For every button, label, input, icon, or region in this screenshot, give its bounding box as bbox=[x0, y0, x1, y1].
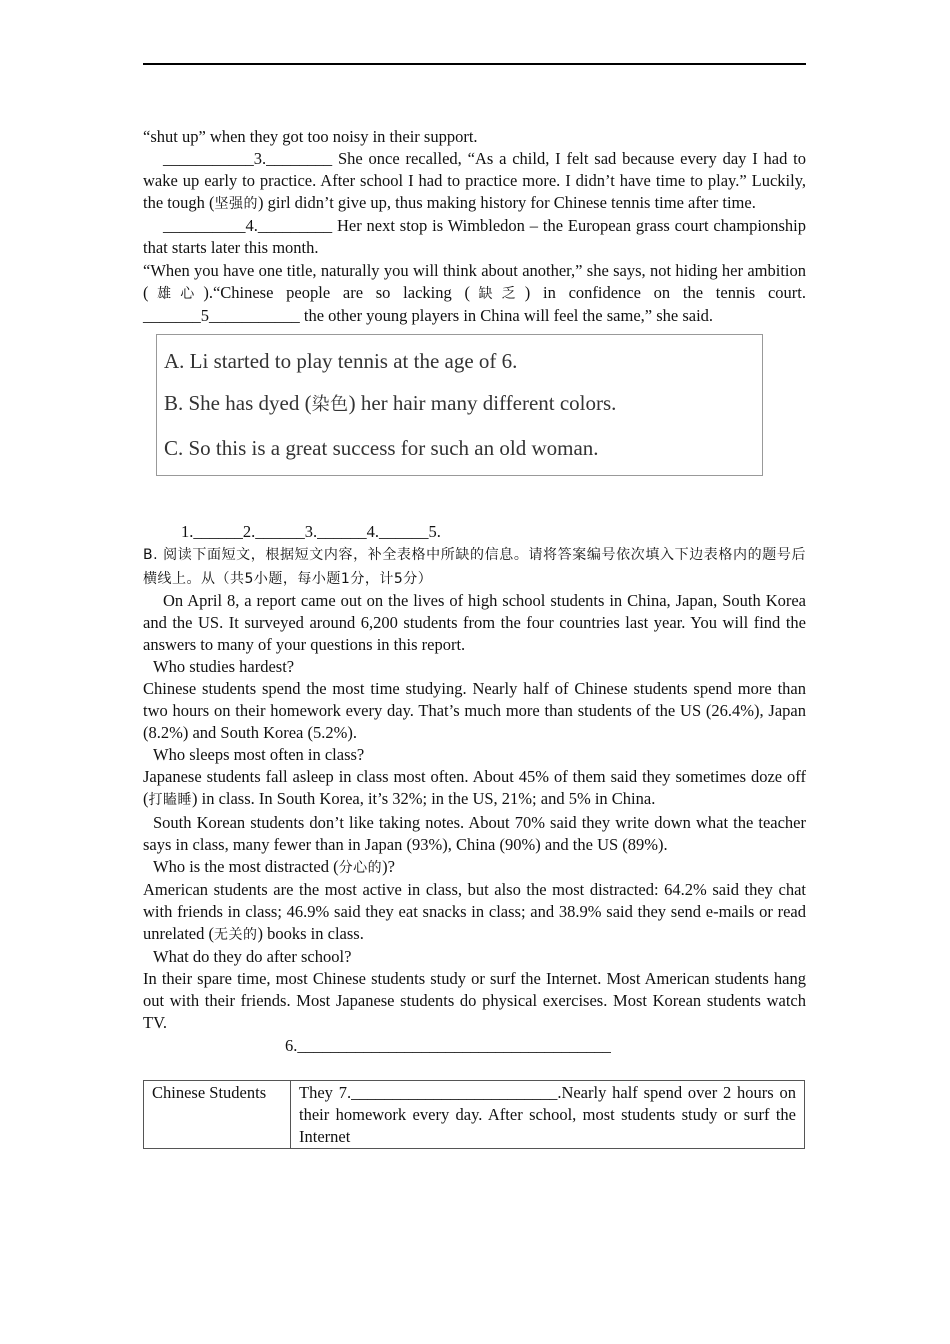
table-cell-label: Chinese Students bbox=[144, 1080, 291, 1148]
option-a: A. Li started to play tennis at the age of 6. bbox=[164, 348, 518, 373]
options-box bbox=[156, 334, 763, 477]
passage-a-para-4: __________4._________ Her next stop is Wimbledon – the European grass court championship that starts later this month. bbox=[143, 216, 806, 258]
notes-paragraph: South Korean students don’t like taking notes. About 70% said they write down what the teacher says in class, many fewer than in Japan (93%), China (90%) and the US (89%). bbox=[143, 812, 806, 854]
question-4: What do they do after school? bbox=[153, 947, 352, 967]
passage-b-intro: On April 8, a report came out on the lives of high school students in China, Japan, South Korea and the US. It surveyed around 6,200 students from the four countries last year. You will find the answers to many of your questions in this report. bbox=[143, 590, 806, 654]
option-b: B. She has dyed (染色) her hair many different colors. bbox=[164, 391, 617, 416]
passage-a-line-1: “shut up” when they got too noisy in their support. bbox=[143, 127, 478, 146]
question-2: Who sleeps most often in class? bbox=[153, 745, 365, 765]
gloss-distracted: 分心的 bbox=[338, 859, 383, 876]
answer-3: American students are the most active in class, but also the most distracted: 64.2% said they chat with friends in class; 46.9% said they eat snacks in class; and 38.9% said they send e-mails or read unrelated (无关的) books in class. bbox=[143, 879, 806, 944]
section-b-instructions: B. 阅读下面短文，根据短文内容，补全表格中所缺的信息。请将答案编号依次填入下边表格内的题号后横线上。从（共5小题，每小题1分，计5分） bbox=[143, 547, 806, 587]
answer-blanks: 1.______2.______3.______4.______5. bbox=[181, 522, 441, 542]
passage-a-para-3: ___________3.________ She once recalled, “As a child, I felt sad because every day I had to wake up early to practice. After school I had to practice more. I didn’t have time to play.” Luckily, the tough (坚强的) girl didn’t give up, thus making history for Chinese tennis time after time. bbox=[143, 149, 806, 213]
gloss-ambition: 雄心 bbox=[148, 285, 204, 302]
question-1: Who studies hardest? bbox=[153, 656, 295, 676]
blank-3: ___________3.________ bbox=[163, 149, 333, 169]
passage-a-quote: “When you have one title, naturally you will think about another,” she says, not hiding her ambition (雄心).“Chinese people are so lacking (缺乏) in confidence on the tennis court. _______5___________ the other young players in China will feel the same,” she said. bbox=[143, 260, 806, 325]
answer-2: Japanese students fall asleep in class most often. About 45% of them said they sometimes doze off (打瞌睡) in class. In South Korea, it’s 32%; in the US, 21%; and 5% in China. bbox=[143, 767, 806, 809]
table-cell-text: They 7._________________________.Nearly half spend over 2 hours on their homework every day. After school, most students study or surf the Internet bbox=[291, 1080, 805, 1148]
question-3: Who is the most distracted (分心的)? bbox=[153, 856, 395, 876]
blank-4: __________4._________ bbox=[163, 216, 333, 236]
option-c: C. So this is a great success for such an old woman. bbox=[164, 435, 599, 460]
blank-6: 6.______________________________________ bbox=[285, 1035, 611, 1055]
table-row bbox=[144, 1080, 805, 1148]
answer-4: In their spare time, most Chinese students study or surf the Internet. Most American students hang out with their friends. Most Japanese students do physical exercises. Most Korean students watch TV. bbox=[143, 969, 806, 1033]
gloss-doze: 打瞌睡 bbox=[148, 792, 192, 809]
answer-1: Chinese students spend the most time studying. Nearly half of Chinese students spend more than two hours on their homework every day. That’s much more than students of the US (26.4%), Japan (8.2%) and South Korea (5.2%). bbox=[143, 679, 806, 743]
gloss-unrelated: 无关的 bbox=[214, 927, 258, 944]
gloss-lacking: 缺乏 bbox=[469, 285, 525, 302]
summary-table bbox=[143, 1080, 805, 1149]
document-body bbox=[143, 126, 806, 1149]
header-rule bbox=[143, 63, 806, 65]
gloss-tough: 坚强的 bbox=[214, 196, 258, 213]
gloss-dyed: 染色 bbox=[311, 394, 349, 416]
